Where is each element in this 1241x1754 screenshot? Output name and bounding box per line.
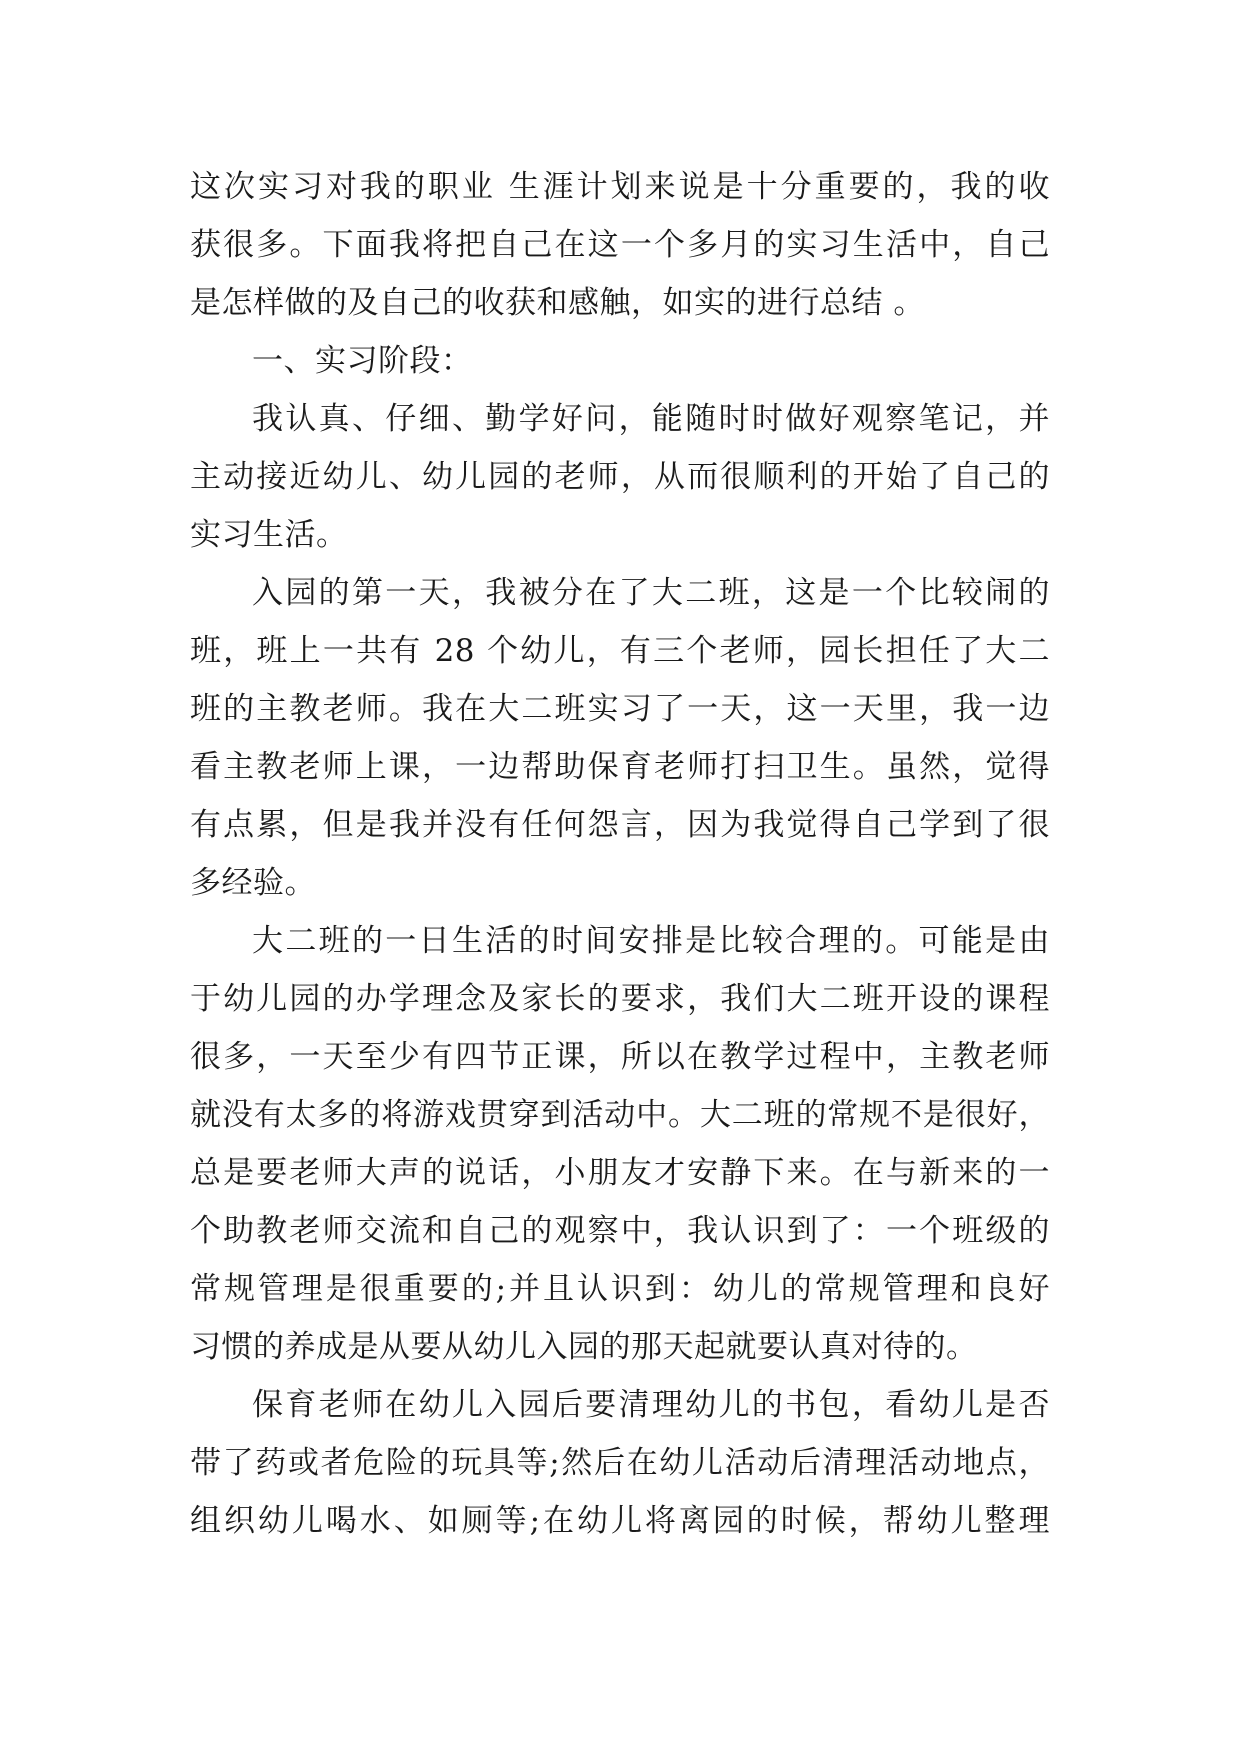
text-line: 多经验。	[190, 865, 316, 901]
body-text	[190, 158, 1050, 1550]
text-line: 习惯的养成是从要从幼儿入园的那天起就要认真对待的。	[190, 1329, 978, 1365]
text-line: 我认真、仔细、勤学好问，能随时时做好观察笔记，并	[252, 401, 1050, 437]
text-line: 实习生活。	[190, 517, 348, 553]
text-line: 带了药或者危险的玩具等;然后在幼儿活动后清理活动地点，	[190, 1445, 1050, 1481]
text-line: 很多，一天至少有四节正课，所以在教学过程中，主教老师	[190, 1039, 1050, 1075]
text-line: 主动接近幼儿、幼儿园的老师，从而很顺利的开始了自己的	[190, 459, 1050, 495]
text-line: 入园的第一天，我被分在了大二班，这是一个比较闹的	[252, 575, 1050, 611]
text-line: 是怎样做的及自己的收获和感触，如实的进行总结 。	[190, 285, 925, 321]
text-line: 于幼儿园的办学理念及家长的要求，我们大二班开设的课程	[190, 981, 1050, 1017]
text-line: 看主教老师上课，一边帮助保育老师打扫卫生。虽然，觉得	[190, 749, 1050, 785]
text-line: 总是要老师大声的说话，小朋友才安静下来。在与新来的一	[190, 1155, 1050, 1191]
text-line: 班的主教老师。我在大二班实习了一天，这一天里，我一边	[190, 691, 1050, 727]
text-line: 组织幼儿喝水、如厕等;在幼儿将离园的时候，帮幼儿整理	[190, 1503, 1050, 1539]
text-line: 这次实习对我的职业 生涯计划来说是十分重要的，我的收	[190, 169, 1050, 205]
text-line: 就没有太多的将游戏贯穿到活动中。大二班的常规不是很好，	[190, 1097, 1050, 1133]
text-line: 大二班的一日生活的时间安排是比较合理的。可能是由	[252, 923, 1050, 959]
text-line: 班，班上一共有 28 个幼儿，有三个老师，园长担任了大二	[190, 633, 1050, 669]
text-line: 常规管理是很重要的;并且认识到：幼儿的常规管理和良好	[190, 1271, 1050, 1307]
text-line: 有点累，但是我并没有任何怨言，因为我觉得自己学到了很	[190, 807, 1050, 843]
text-line: 个助教老师交流和自己的观察中，我认识到了：一个班级的	[190, 1213, 1050, 1249]
text-line: 保育老师在幼儿入园后要清理幼儿的书包，看幼儿是否	[252, 1387, 1050, 1423]
text-line: 获很多。下面我将把自己在这一个多月的实习生活中，自己	[190, 227, 1050, 263]
section-heading: 一、实习阶段：	[252, 343, 473, 379]
